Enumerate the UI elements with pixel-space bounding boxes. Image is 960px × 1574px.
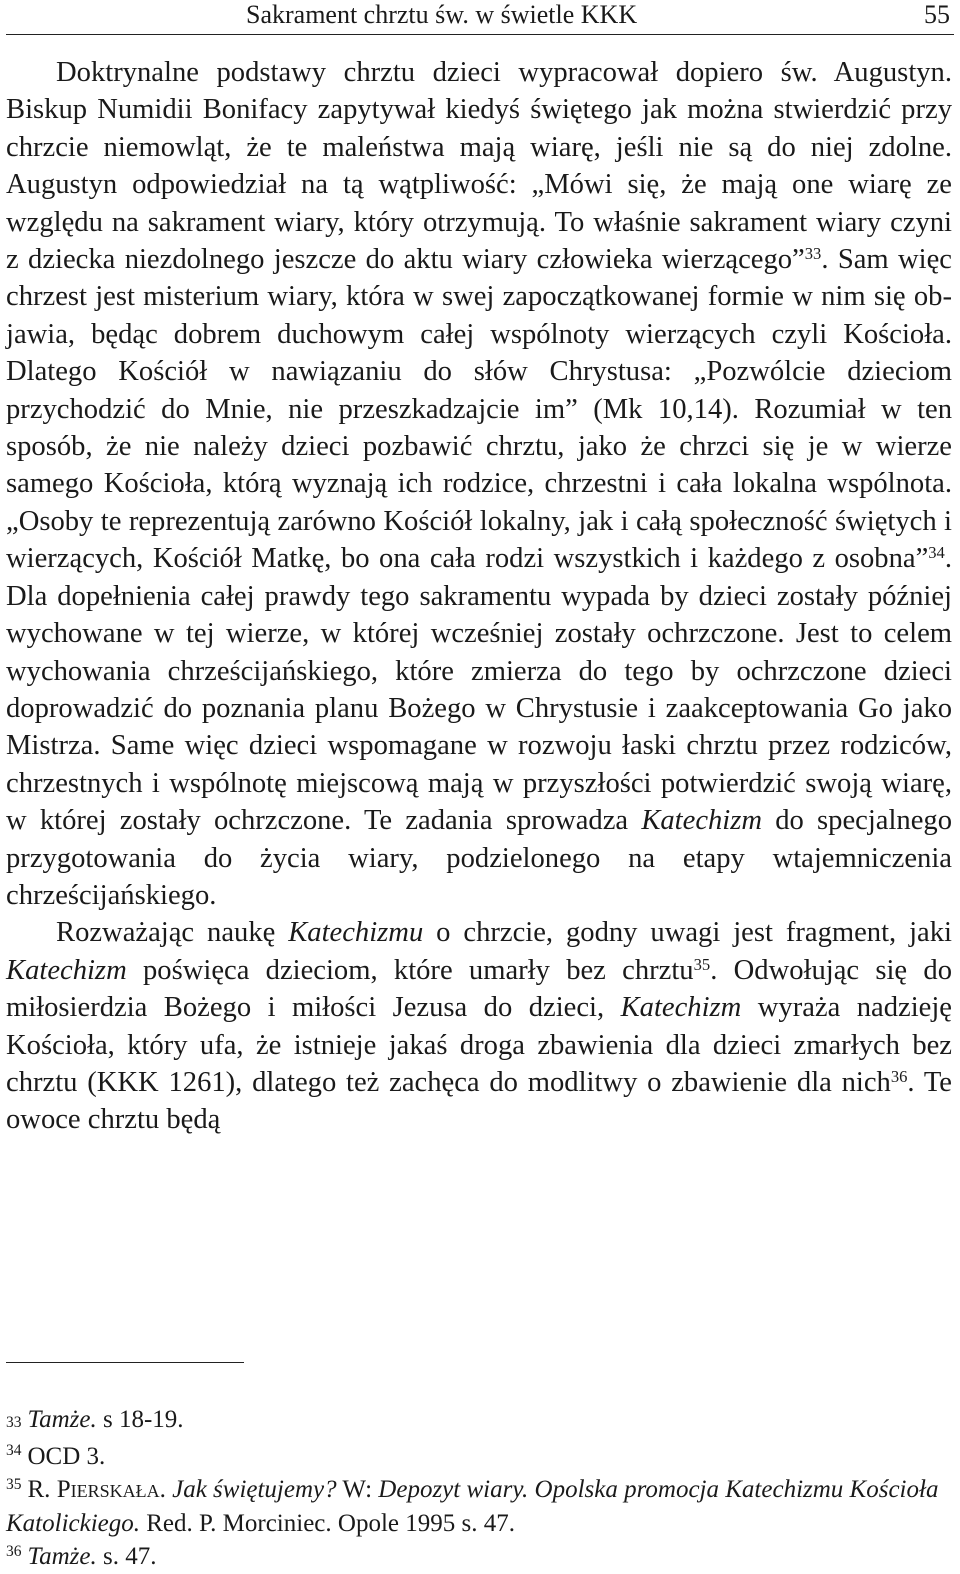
paragraph-2	[6, 914, 952, 1138]
text-run: Rozważając naukę	[56, 917, 289, 949]
italic-title: Katechizmu	[288, 917, 424, 949]
text-run: poświęca dzieciom, które umarły bez chrztu	[126, 954, 694, 986]
footnote-text: OCD 3.	[27, 1442, 106, 1470]
text-run: do specjalnego przygotowania do życia wiary, podzielonego na etapy wtajemniczenia chrześcijańskiego.	[6, 805, 953, 911]
text-run: . Dla dopełnienia całej prawdy tego sakramentu wypada by dzieci zostały później wychowane w tej wierze, w której wcześniej zostały ochrzczone. Jest to celem wychowania chrześcijańskiego, które zmierza do tego by ochrzczone dzieci doprowadzić do poznania planu Bożego w Chrystusie i zaakceptowania Go jako Mistrza. Same więc dzieci wspomagane w rozwoju łaski chrztu przez rodziców, chrzestnych i wspólnotę miejscową mają w przyszłości potwierdzić swoją wiarę, w której zostały ochrzczone. Te zadania sprowadza	[6, 543, 952, 837]
footnote-text: s 18-19.	[96, 1406, 184, 1433]
footnote-text: Red. P. Morciniec. Opole 1995 s. 47.	[140, 1509, 515, 1537]
footnote-text: .	[159, 1476, 173, 1504]
text-run: wyraża nadzieję Kościoła, który ufa, że istnieje jakaś droga zbawienia dla dzieci zmarłych bez chrztu (KKK 1261), dlatego też zachęca do modlitwy o zbawienie dla nich	[6, 992, 952, 1098]
footnote-italic: Depozyt wiary. Opolska promocja Katechizmu Kościoła Katolickiego.	[6, 1476, 939, 1537]
italic-title: Katechizm	[641, 805, 763, 837]
footnote-34	[6, 1440, 954, 1474]
running-header	[6, 0, 954, 35]
footnote-ref-35[interactable]: 35	[693, 954, 711, 974]
text-run: Doktrynalne podstawy chrztu dzieci wypracował dopiero św. Augustyn. Biskup Numidii Bonifacy zapytywał kiedyś świętego jak można stwierdzić przy chrzcie niemowląt, że te maleństwa mają wiarę, jeśli nie są do niej zdolne. Augustyn odpowiedział na tą wątpliwość: „Mówi się, że mają one wiarę ze względu na sakrament wiary, który otrzymują. To właśnie sakrament wiary czyni z dziecka niezdolnego jeszcze do aktu wiary człowieka wierzącego”	[6, 57, 952, 276]
footnote-number: 36	[6, 1542, 22, 1560]
footnote-36	[6, 1540, 954, 1574]
text-run: . Sam więc chrzest jest misterium wiary, która w swej zapoczątkowanej formie w nim się objawia, będąc dobrem duchowym całej wspólnoty wierzących czyli Kościoła. Dlatego Kościół w nawiązaniu do słów Chrystusa: „Pozwólcie dzieciom przychodzić do Mnie, nie przeszkadzajcie im” (Mk 10,14). Rozumiał w ten sposób, że nie należy dzieci pozbawić chrztu, jako że chrzci się je w wierze samego Kościoła, którą wyznają ich rodzice, chrzestni i cała lokalna wspólnota. „Osoby te reprezentują zarówno Kościół lokalny, jak i całą społeczność świętych i wierzących, Kościół Matkę, bo ona cała rodzi wszystkich i każdego z osobna”	[6, 244, 952, 575]
footnote-italic: Tamże.	[27, 1543, 97, 1571]
footnote-number: 33	[6, 1414, 22, 1431]
footnote-35	[6, 1473, 954, 1540]
footnote-italic: Tamże.	[27, 1406, 97, 1433]
italic-title: Katechizm	[6, 954, 127, 986]
author-initial: R.	[27, 1476, 57, 1504]
footnote-ref-36[interactable]: 36	[890, 1066, 908, 1086]
footnote-ref-34[interactable]: 34	[928, 543, 945, 563]
footnote-separator	[6, 1362, 244, 1363]
italic-title: Katechizm	[620, 992, 742, 1024]
page-number: 55	[924, 0, 950, 29]
footnote-ref-33[interactable]: 33	[804, 243, 822, 263]
text-run: o chrzcie, godny uwagi jest fragment, jaki	[423, 917, 952, 949]
main-text	[6, 54, 952, 1139]
paragraph-1	[6, 54, 952, 914]
footnote-text: W:	[336, 1476, 379, 1504]
footnote-number: 35	[6, 1475, 22, 1493]
footnote-number: 34	[6, 1442, 22, 1460]
footnote-italic: Jak świętujemy?	[172, 1476, 337, 1504]
footnotes	[6, 1403, 954, 1574]
text-run: . Odwołując się do miłosierdzia Bożego i miłości Jezusa do dzieci,	[6, 954, 952, 1024]
running-title: Sakrament chrztu św. w świetle KKK	[246, 0, 638, 29]
text-run: . Te owoce chrztu będą	[6, 1066, 952, 1136]
footnote-33	[6, 1403, 954, 1440]
footnote-text: s. 47.	[96, 1543, 157, 1571]
author-surname: Pierskała	[56, 1476, 160, 1504]
